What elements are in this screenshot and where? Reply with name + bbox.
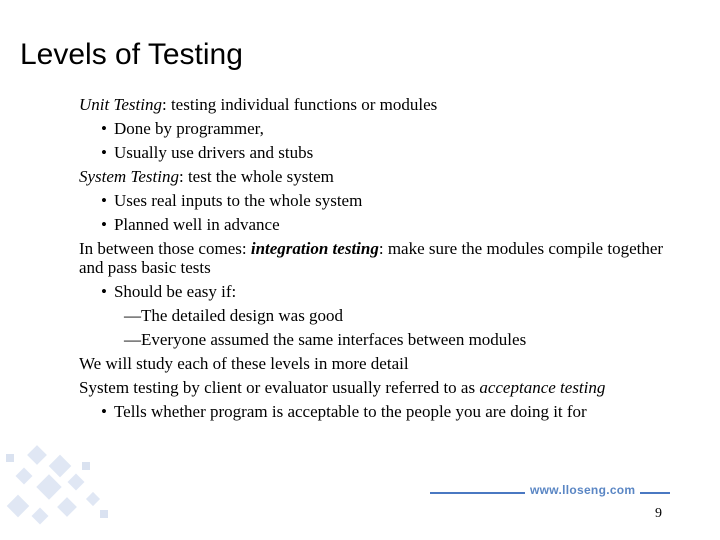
sub-item: —Everyone assumed the same interfaces between modules bbox=[124, 330, 527, 349]
watermark-line-left bbox=[430, 492, 525, 494]
bullet-item: • Should be easy if: bbox=[79, 280, 679, 304]
integration-prefix: In between those comes: bbox=[79, 239, 251, 258]
system-testing-desc: : test the whole system bbox=[178, 167, 334, 186]
watermark-line-right bbox=[640, 492, 670, 494]
unit-testing-line bbox=[79, 93, 679, 117]
slide-content bbox=[79, 93, 679, 424]
unit-testing-term: Unit Testing bbox=[79, 95, 162, 114]
bullet-item: • Tells whether program is acceptable to the people you are doing it for bbox=[79, 400, 679, 424]
integration-testing-line bbox=[79, 237, 679, 280]
integration-testing-term: integration testing bbox=[250, 239, 379, 258]
decorative-squares-graphic bbox=[0, 440, 200, 540]
integration-testing-desc: : make sure the modules compile together and pass basic tests bbox=[79, 239, 664, 277]
system-testing-line bbox=[79, 165, 679, 189]
slide-title: Levels of Testing bbox=[20, 38, 243, 71]
sub-item: —The detailed design was good bbox=[124, 306, 344, 325]
acceptance-prefix: System testing by client or evaluator usually referred to as bbox=[79, 378, 480, 397]
bullet-item: • Planned well in advance bbox=[79, 213, 679, 237]
bullet-item: • Done by programmer, bbox=[79, 117, 679, 141]
unit-testing-desc: : testing individual functions or modules bbox=[161, 95, 438, 114]
study-line: We will study each of these levels in more detail bbox=[79, 354, 409, 373]
acceptance-testing-term: acceptance testing bbox=[479, 378, 606, 397]
watermark-text: www.lloseng.com bbox=[530, 483, 636, 497]
bullet-item: • Uses real inputs to the whole system bbox=[79, 189, 679, 213]
acceptance-testing-line bbox=[79, 376, 679, 400]
bullet-item: • Usually use drivers and stubs bbox=[79, 141, 679, 165]
page-number: 9 bbox=[655, 506, 662, 521]
system-testing-term: System Testing bbox=[79, 167, 179, 186]
